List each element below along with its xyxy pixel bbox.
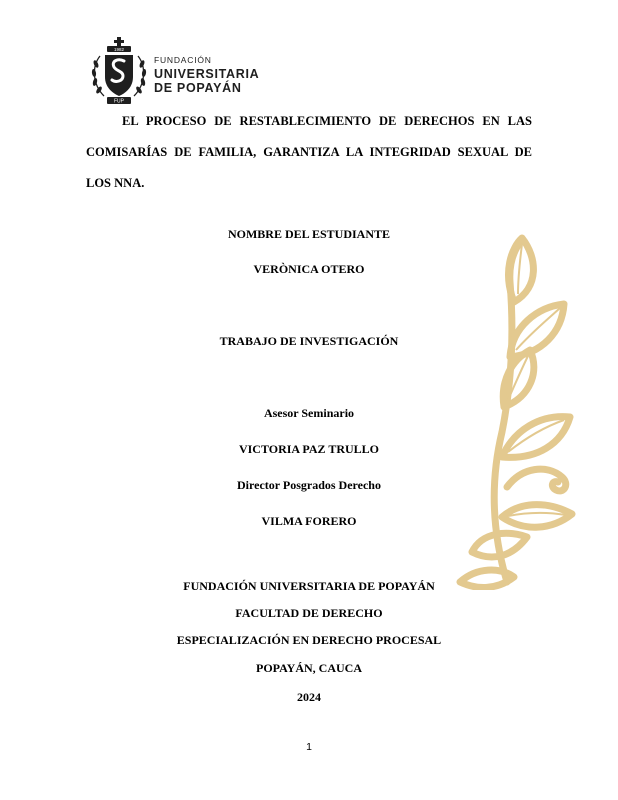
- work-type: TRABAJO DE INVESTIGACIÓN: [219, 334, 399, 348]
- university-logo: [86, 36, 260, 108]
- page-number: 1: [306, 741, 312, 753]
- gold-leaf-branch-icon: [452, 232, 582, 590]
- document-title: EL PROCESO DE RESTABLECIMIENTO DE DERECHOS EN LAS COMISARÍAS DE FAMILIA, GARANTIZA LA INTEGRIDAD SEXUAL DE LOS NNA.: [86, 114, 532, 190]
- student-name: VERÒNICA OTERO: [253, 262, 365, 276]
- logo-line-2: UNIVERSITARIA: [154, 66, 260, 81]
- advisor-name: VICTORIA PAZ TRULLO: [238, 442, 380, 456]
- year: 2024: [297, 690, 321, 704]
- city-name: POPAYÁN, CAUCA: [256, 661, 362, 675]
- faculty-name: FACULTAD DE DERECHO: [235, 606, 383, 620]
- student-label: NOMBRE DEL ESTUDIANTE: [227, 227, 391, 241]
- director-name: VILMA FORERO: [261, 514, 357, 528]
- advisor-label: Asesor Seminario: [263, 406, 355, 420]
- logo-line-1: FUNDACIÓN: [154, 55, 212, 65]
- seal-year: 1982: [113, 47, 125, 52]
- university-seal-icon: [86, 36, 152, 108]
- logo-wordmark: [154, 56, 259, 95]
- seal-initials: FUP: [114, 98, 124, 105]
- program-name: ESPECIALIZACIÓN EN DERECHO PROCESAL: [176, 633, 442, 647]
- institution-name: FUNDACIÓN UNIVERSITARIA DE POPAYÁN: [183, 579, 435, 593]
- director-label: Director Posgrados Derecho: [237, 478, 381, 492]
- logo-line-3: DE POPAYÁN: [154, 81, 242, 95]
